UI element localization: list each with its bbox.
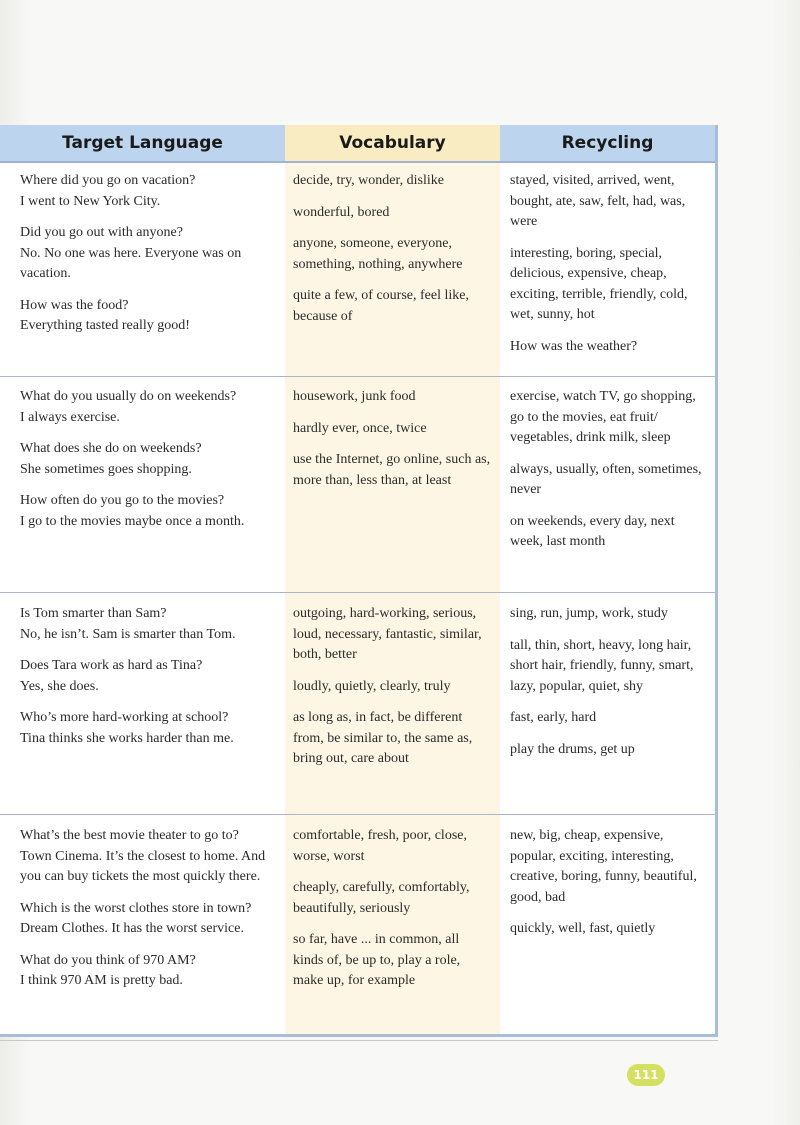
- row-divider: [0, 814, 715, 815]
- vocab-item: outgoing, hard-working, serious, loud, necessary, fantastic, similar, both, better: [293, 606, 482, 662]
- target-item: Is Tom smarter than Sam? No, he isn’t. Sam is smarter than Tom.: [20, 606, 236, 642]
- target-item: How was the food? Everything tasted really good!: [20, 297, 190, 333]
- row-4-vocabulary: [293, 826, 493, 1003]
- recycling-item: play the drums, get up: [510, 741, 635, 757]
- target-item: Which is the worst clothes store in town? Dream Clothes. It has the worst service.: [20, 900, 252, 936]
- recycling-item: new, big, cheap, expensive, popular, exciting, interesting, creative, boring, funny, beautiful, good, bad: [510, 828, 697, 905]
- vocab-item: loudly, quietly, clearly, truly: [293, 678, 451, 694]
- vocab-item: decide, try, wonder, dislike: [293, 173, 444, 188]
- table-header: [0, 125, 715, 161]
- header-target-language: Target Language: [0, 125, 285, 161]
- recycling-item: tall, thin, short, heavy, long hair, short hair, friendly, funny, smart, lazy, popular, quiet, shy: [510, 637, 694, 694]
- target-item: What do you usually do on weekends? I always exercise.: [20, 389, 237, 425]
- target-item: What’s the best movie theater to go to? Town Cinema. It’s the closest to home. And you can buy tickets the most quickly there.: [20, 828, 266, 884]
- recycling-item: on weekends, every day, next week, last month: [510, 513, 675, 549]
- row-4-target-language: [20, 826, 275, 1003]
- row-divider: [0, 592, 715, 593]
- target-item: Who’s more hard-working at school? Tina thinks she works harder than me.: [20, 710, 234, 746]
- header-vocabulary: Vocabulary: [285, 125, 500, 161]
- row-3-vocabulary: [293, 604, 493, 781]
- page-number-badge: 111: [627, 1064, 665, 1086]
- row-2-target-language: [20, 387, 275, 543]
- recycling-item: quickly, well, fast, quietly: [510, 921, 656, 936]
- recycling-item: exercise, watch TV, go shopping, go to the movies, eat fruit/ vegetables, drink milk, sleep: [510, 389, 696, 445]
- row-3-recycling: [510, 604, 710, 771]
- vocab-item: hardly ever, once, twice: [293, 420, 427, 436]
- target-item: Does Tara work as hard as Tina? Yes, she does.: [20, 658, 203, 694]
- row-1-recycling: [510, 171, 710, 368]
- recycling-item: interesting, boring, special, delicious, expensive, cheap, exciting, terrible, friendly, cold, wet, sunny, hot: [510, 245, 688, 322]
- row-3-target-language: [20, 604, 275, 760]
- vocab-item: so far, have ... in common, all kinds of, be up to, play a role, make up, for example: [293, 932, 461, 988]
- recycling-item: stayed, visited, arrived, went, bought, ate, saw, felt, had, was, were: [510, 173, 686, 229]
- row-4-recycling: [510, 826, 710, 951]
- recycling-item: How was the weather?: [510, 338, 638, 354]
- target-item: What do you think of 970 AM? I think 970 AM is pretty bad.: [20, 952, 196, 988]
- vocab-item: use the Internet, go online, such as, more than, less than, at least: [293, 452, 491, 488]
- recycling-item: sing, run, jump, work, study: [510, 606, 668, 621]
- vocab-item: as long as, in fact, be different from, be similar to, the same as, bring out, care about: [293, 710, 473, 766]
- header-recycling: Recycling: [500, 125, 715, 161]
- recycling-item: fast, early, hard: [510, 710, 597, 725]
- vocab-item: comfortable, fresh, poor, close, worse, worst: [293, 828, 467, 864]
- row-1-vocabulary: [293, 171, 493, 338]
- header-divider: [0, 161, 715, 163]
- row-divider: [0, 376, 715, 377]
- syllabus-table: [0, 125, 718, 1037]
- vocab-item: cheaply, carefully, comfortably, beautifully, seriously: [293, 880, 470, 916]
- vocab-item: wonderful, bored: [293, 204, 390, 220]
- recycling-item: always, usually, often, sometimes, never: [510, 461, 702, 497]
- target-item: How often do you go to the movies? I go to the movies maybe once a month.: [20, 493, 245, 529]
- bottom-rule: [0, 1040, 718, 1041]
- row-2-vocabulary: [293, 387, 493, 502]
- row-1-target-language: [20, 171, 275, 348]
- target-item: Where did you go on vacation? I went to New York City.: [20, 173, 196, 209]
- vocab-item: quite a few, of course, feel like, because of: [293, 288, 469, 324]
- vocab-item: housework, junk food: [293, 389, 416, 404]
- vocab-item: anyone, someone, everyone, something, nothing, anywhere: [293, 236, 463, 272]
- target-item: What does she do on weekends? She sometimes goes shopping.: [20, 441, 202, 477]
- row-2-recycling: [510, 387, 710, 564]
- target-item: Did you go out with anyone? No. No one was here. Everyone was on vacation.: [20, 225, 242, 281]
